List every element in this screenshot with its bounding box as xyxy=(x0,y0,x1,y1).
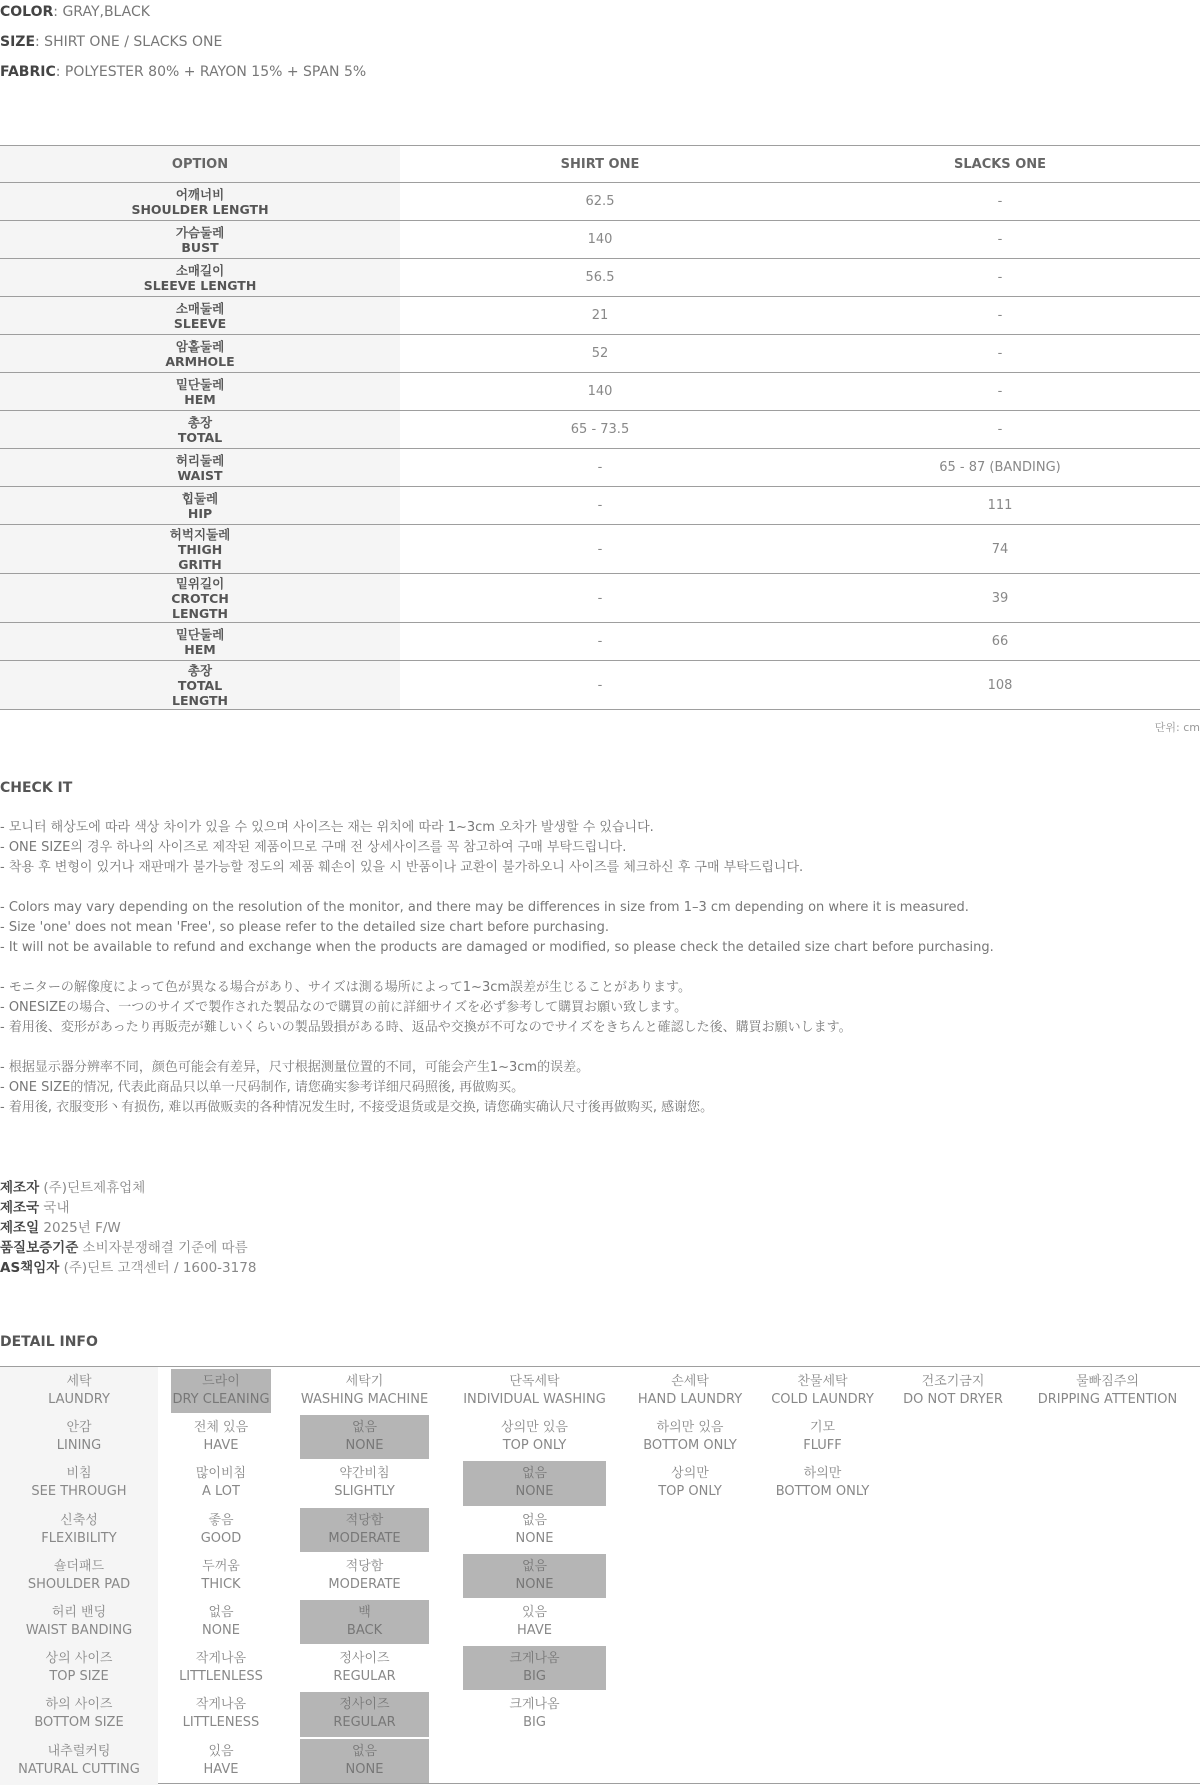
spec-value: : SHIRT ONE / SLACKS ONE xyxy=(35,34,223,50)
detail-option xyxy=(171,1554,271,1598)
detail-option-en: HAVE xyxy=(517,1623,552,1638)
measure-label-ko: 총장 xyxy=(187,662,213,678)
detail-option-en: NONE xyxy=(345,1761,384,1777)
detail-category-en: SHOULDER PAD xyxy=(27,1576,131,1592)
detail-option-ko: 단독세탁 xyxy=(509,1374,560,1389)
detail-option-en: NONE xyxy=(345,1438,384,1454)
detail-option xyxy=(171,1415,271,1459)
detail-option-ko: 적당함 xyxy=(345,1512,384,1528)
measure-label-en: SLEEVE xyxy=(173,315,227,331)
maker-info-row xyxy=(0,1218,256,1238)
detail-option-en: INDIVIDUAL WASHING xyxy=(463,1392,606,1407)
detail-option-en: BIG xyxy=(523,1715,546,1731)
detail-option-ko: 하의만 있음 xyxy=(656,1420,724,1436)
detail-option-selected xyxy=(300,1692,429,1736)
size-value-slacks: - xyxy=(800,335,1200,373)
detail-option xyxy=(171,1692,271,1736)
size-table-row xyxy=(0,221,1200,259)
maker-info-value: (주)딘트제휴업체 xyxy=(39,1180,146,1196)
measure-label-en: BUST xyxy=(181,239,219,255)
detail-option-en: MODERATE xyxy=(328,1530,401,1546)
detail-category-en: LAUNDRY xyxy=(48,1392,110,1407)
detail-category xyxy=(0,1459,158,1505)
measure-label-en: TOTAL xyxy=(177,429,223,445)
size-table-row xyxy=(0,525,1200,574)
size-value-slacks: 111 xyxy=(800,487,1200,525)
detail-option-en: DRIPPING ATTENTION xyxy=(1037,1392,1178,1407)
measure-label-ko: 밑위길이 xyxy=(175,575,225,591)
detail-option-ko: 세탁기 xyxy=(345,1374,384,1389)
detail-category-ko: 하의 사이즈 xyxy=(45,1697,113,1713)
detail-option-selected xyxy=(463,1554,606,1598)
detail-category-en: FLEXIBILITY xyxy=(41,1530,117,1546)
detail-category xyxy=(0,1367,158,1413)
size-value-shirt: 62.5 xyxy=(400,183,800,221)
size-measure-label xyxy=(0,221,400,259)
detail-category-en: LINING xyxy=(56,1438,102,1454)
size-value-shirt: - xyxy=(400,661,800,710)
detail-category xyxy=(0,1690,158,1736)
size-table-row xyxy=(0,373,1200,411)
detail-option-ko: 물빠짐주의 xyxy=(1076,1374,1139,1389)
detail-option xyxy=(300,1461,429,1505)
measure-label-en: HEM xyxy=(184,391,216,407)
size-measure-label xyxy=(0,574,400,623)
size-value-slacks: 65 - 87 (BANDING) xyxy=(800,449,1200,487)
check-note-line: - 根据显示器分辨率不同，颜色可能会有差异，尺寸根据测量位置的不同，可能会产生1~3cm的误差。 xyxy=(0,1060,590,1075)
size-table-row xyxy=(0,335,1200,373)
detail-option-en: NONE xyxy=(515,1530,554,1546)
size-table-row xyxy=(0,259,1200,297)
size-value-slacks: 74 xyxy=(800,525,1200,574)
check-note-line: - 모니터 해상도에 따라 색상 차이가 있을 수 있으며 사이즈는 재는 위치에 따라 1~3cm 오차가 발생할 수 있습니다. xyxy=(0,820,654,835)
detail-option-ko: 상의만 있음 xyxy=(501,1420,568,1436)
detail-option-ko: 전체 있음 xyxy=(193,1420,249,1436)
detail-option xyxy=(300,1646,429,1690)
size-measure-label xyxy=(0,661,400,710)
spec-label: FABRIC xyxy=(0,64,56,80)
measure-label-ko: 허벅지둘레 xyxy=(169,526,231,542)
detail-option-selected xyxy=(300,1600,429,1644)
detail-category-ko: 숄더패드 xyxy=(53,1558,105,1574)
size-table xyxy=(0,145,1200,710)
measure-label-ko: 가슴둘레 xyxy=(175,224,225,240)
maker-info-label: 제조국 xyxy=(0,1200,40,1216)
size-table-header xyxy=(0,146,1200,183)
size-value-shirt: - xyxy=(400,525,800,574)
size-table-row xyxy=(0,623,1200,661)
maker-info-label: 제조일 xyxy=(0,1220,40,1236)
check-note-line: - 着用後, 衣服变形丶有损伤, 难以再做贩卖的各种情况发生时, 不接受退货或是交换, 请您确实确认尺寸後再做购买, 感谢您。 xyxy=(0,1100,714,1115)
detail-option xyxy=(630,1461,750,1505)
detail-option-ko: 손세탁 xyxy=(671,1374,709,1389)
detail-option-en: BOTTOM ONLY xyxy=(643,1438,737,1454)
maker-info-label: AS책임자 xyxy=(0,1260,60,1276)
size-measure-label xyxy=(0,259,400,297)
detail-option-ko: 있음 xyxy=(521,1605,548,1620)
header-option: OPTION xyxy=(0,146,400,183)
detail-option-ko: 많이비침 xyxy=(195,1466,247,1482)
spec-size xyxy=(0,34,222,50)
detail-option-en: NONE xyxy=(515,1484,554,1500)
detail-option xyxy=(171,1508,271,1552)
size-measure-label xyxy=(0,373,400,411)
detail-option-en: GOOD xyxy=(200,1530,242,1546)
detail-option-en: COLD LAUNDRY xyxy=(771,1392,874,1407)
measure-label-ko: 암홀둘레 xyxy=(175,338,225,354)
detail-option xyxy=(463,1415,606,1459)
check-note-line: - ONESIZEの場合、一つのサイズで製作された製品なので購買の前に詳細サイズを必ず参考して購買お願い致します。 xyxy=(0,1000,688,1015)
measure-label-en: LENGTH xyxy=(172,605,228,621)
detail-option-ko: 좋음 xyxy=(208,1512,234,1528)
detail-option-ko: 크게나옴 xyxy=(509,1651,560,1667)
detail-category-en: BOTTOM SIZE xyxy=(34,1715,124,1731)
size-value-shirt: 65 - 73.5 xyxy=(400,411,800,449)
detail-category-ko: 내추럴커팅 xyxy=(47,1743,111,1759)
detail-option-en: TOP ONLY xyxy=(658,1484,722,1500)
size-value-shirt: 21 xyxy=(400,297,800,335)
detail-option-en: A LOT xyxy=(202,1484,240,1500)
spec-fabric xyxy=(0,64,366,80)
detail-option-en: MODERATE xyxy=(328,1576,401,1592)
measure-label-en: CROTCH xyxy=(171,590,229,606)
detail-option-en: TOP ONLY xyxy=(502,1438,567,1454)
detail-option-ko: 작게나옴 xyxy=(195,1651,247,1667)
size-value-slacks: - xyxy=(800,297,1200,335)
detail-category-ko: 상의 사이즈 xyxy=(45,1651,113,1667)
size-value-slacks: 66 xyxy=(800,623,1200,661)
detail-option-en: FLUFF xyxy=(803,1438,842,1454)
maker-info-label: 제조자 xyxy=(0,1180,40,1196)
detail-option-ko: 찬물세탁 xyxy=(797,1374,848,1389)
size-value-shirt: 140 xyxy=(400,373,800,411)
detail-option-en: WASHING MACHINE xyxy=(300,1392,429,1407)
measure-label-en: ARMHOLE xyxy=(165,353,235,369)
maker-info-row xyxy=(0,1238,256,1258)
measure-label-ko: 소매둘레 xyxy=(175,300,225,316)
detail-option-en: DO NOT DRYER xyxy=(903,1392,1003,1407)
detail-option-ko: 하의만 xyxy=(803,1466,842,1482)
detail-option-ko: 작게나옴 xyxy=(195,1697,247,1713)
size-value-shirt: - xyxy=(400,623,800,661)
check-note-line: - ONE SIZE의 경우 하나의 사이즈로 제작된 제품이므로 구매 전 상세사이즈를 꼭 참고하여 구매 부탁드립니다. xyxy=(0,840,627,855)
check-note-line: - Size 'one' does not mean 'Free', so please refer to the detailed size chart before purchasing. xyxy=(0,920,610,935)
spec-label: COLOR xyxy=(0,4,54,20)
detail-option-selected xyxy=(463,1646,606,1690)
detail-option-en: NONE xyxy=(202,1623,240,1638)
detail-option-ko: 크게나옴 xyxy=(509,1697,560,1713)
detail-option-en: REGULAR xyxy=(333,1715,396,1731)
detail-category-en: NATURAL CUTTING xyxy=(18,1761,140,1777)
size-value-shirt: 56.5 xyxy=(400,259,800,297)
check-it-notes xyxy=(0,818,1200,1118)
maker-info-label: 품질보증기준 xyxy=(0,1240,79,1256)
detail-option-ko: 없음 xyxy=(208,1605,234,1620)
maker-info-value: 국내 xyxy=(39,1200,70,1216)
detail-category-en: SEE THROUGH xyxy=(31,1484,127,1500)
detail-category-ko: 신축성 xyxy=(60,1512,98,1528)
detail-option xyxy=(890,1369,1016,1413)
size-table-row xyxy=(0,297,1200,335)
measure-label-en: SHOULDER LENGTH xyxy=(131,201,269,217)
detail-option-ko: 두꺼움 xyxy=(202,1558,240,1574)
size-table-row xyxy=(0,183,1200,221)
check-note-line: - ONE SIZE的情况, 代表此商品只以单一尺码制作, 请您确实参考详细尺码照後, 再做购买。 xyxy=(0,1080,525,1095)
maker-info-row xyxy=(0,1178,256,1198)
check-note-line: - 착용 후 변형이 있거나 재판매가 불가능할 정도의 제품 훼손이 있을 시 반품이나 교환이 불가하오니 사이즈를 체크하신 후 구매 부탁드립니다. xyxy=(0,860,804,875)
detail-option-en: BOTTOM ONLY xyxy=(775,1484,870,1500)
size-value-slacks: - xyxy=(800,411,1200,449)
size-value-slacks: - xyxy=(800,221,1200,259)
size-value-slacks: 108 xyxy=(800,661,1200,710)
detail-option xyxy=(300,1554,429,1598)
detail-option-ko: 드라이 xyxy=(202,1374,240,1389)
measure-label-ko: 밑단둘레 xyxy=(175,626,225,642)
detail-option-en: LITTLENLESS xyxy=(179,1669,263,1685)
size-measure-label xyxy=(0,449,400,487)
size-table-row xyxy=(0,487,1200,525)
detail-option xyxy=(760,1369,885,1413)
detail-option-en: THICK xyxy=(201,1576,241,1592)
maker-info-row xyxy=(0,1198,256,1218)
maker-info-value: 소비자분쟁해결 기준에 따름 xyxy=(78,1240,248,1256)
measure-label-ko: 밑단둘레 xyxy=(175,376,225,392)
detail-option-ko: 상의만 xyxy=(671,1466,709,1482)
size-value-shirt: - xyxy=(400,487,800,525)
detail-option xyxy=(463,1692,606,1736)
detail-option-ko: 기모 xyxy=(809,1420,836,1436)
check-note-line: - 着用後、変形があったり再販売が難しいくらいの製品毀損がある時、返品や交換が不可なのでサイズをきちんと確認した後、購買お願いします。 xyxy=(0,1020,852,1035)
size-table-row xyxy=(0,411,1200,449)
detail-option-ko: 없음 xyxy=(521,1558,548,1574)
detail-category xyxy=(0,1598,158,1644)
detail-option-selected xyxy=(171,1369,271,1413)
detail-option xyxy=(171,1461,271,1505)
measure-label-en: HIP xyxy=(187,505,213,521)
detail-category-ko: 비침 xyxy=(66,1466,92,1482)
detail-option-en: DRY CLEANING xyxy=(172,1392,270,1407)
header-shirt: SHIRT ONE xyxy=(400,146,800,183)
measure-label-en: LENGTH xyxy=(172,692,228,708)
detail-option-ko: 있음 xyxy=(208,1743,234,1759)
detail-option-ko: 없음 xyxy=(521,1512,548,1528)
detail-option-en: BIG xyxy=(523,1669,546,1685)
size-measure-label xyxy=(0,525,400,574)
detail-category xyxy=(0,1644,158,1690)
detail-option-ko: 없음 xyxy=(521,1466,548,1482)
size-measure-label xyxy=(0,297,400,335)
detail-option xyxy=(760,1415,885,1459)
measure-label-en: SLEEVE LENGTH xyxy=(143,277,257,293)
measure-label-en: HEM xyxy=(184,641,216,657)
spec-color xyxy=(0,4,150,20)
measure-label-en: WAIST xyxy=(177,467,223,483)
detail-option-ko: 정사이즈 xyxy=(339,1697,390,1713)
detail-option-selected xyxy=(300,1508,429,1552)
size-table-row xyxy=(0,449,1200,487)
maker-info-row xyxy=(0,1258,256,1278)
measure-label-en: THIGH xyxy=(177,541,223,557)
detail-option-ko: 건조기금지 xyxy=(921,1374,985,1389)
size-measure-label xyxy=(0,411,400,449)
detail-option xyxy=(463,1369,606,1413)
size-value-shirt: 52 xyxy=(400,335,800,373)
size-measure-label xyxy=(0,487,400,525)
spec-value: : GRAY,BLACK xyxy=(53,4,150,20)
measure-label-ko: 소매길이 xyxy=(175,262,225,278)
unit-label: 단위: cm xyxy=(1154,721,1200,734)
size-measure-label xyxy=(0,335,400,373)
detail-option xyxy=(1030,1369,1185,1413)
detail-option xyxy=(463,1600,606,1644)
detail-option xyxy=(171,1739,271,1783)
measure-label-ko: 총장 xyxy=(187,414,213,430)
size-value-shirt: - xyxy=(400,574,800,623)
detail-option-ko: 정사이즈 xyxy=(339,1651,390,1667)
detail-category-ko: 허리 밴딩 xyxy=(51,1605,107,1620)
detail-option xyxy=(463,1508,606,1552)
detail-info-table xyxy=(0,1366,1200,1784)
check-note-line: - モニターの解像度によって色が異なる場合があり、サイズは測る場所によって1~3cm誤差が生じることがあります。 xyxy=(0,980,691,995)
detail-option-en: LITTLENESS xyxy=(182,1715,260,1731)
detail-option-ko: 없음 xyxy=(351,1420,378,1436)
detail-option-en: REGULAR xyxy=(333,1669,396,1685)
size-measure-label xyxy=(0,183,400,221)
measure-label-ko: 힙둘레 xyxy=(181,490,219,506)
detail-category xyxy=(0,1413,158,1459)
spec-label: SIZE xyxy=(0,34,36,50)
size-value-slacks: - xyxy=(800,259,1200,297)
check-note-line: - It will not be available to refund and exchange when the products are damaged or modified, so please check the detailed size chart before purchasing. xyxy=(0,940,994,955)
maker-info-value: 2025년 F/W xyxy=(39,1220,121,1236)
detail-option xyxy=(171,1646,271,1690)
detail-category xyxy=(0,1506,158,1552)
detail-option xyxy=(630,1369,750,1413)
spec-value: : POLYESTER 80% + RAYON 15% + SPAN 5% xyxy=(55,64,367,80)
measure-label-ko: 허리둘레 xyxy=(175,452,225,468)
size-value-shirt: - xyxy=(400,449,800,487)
note-gap xyxy=(0,958,1200,978)
measure-label-en: TOTAL xyxy=(177,677,223,693)
note-gap xyxy=(0,1038,1200,1058)
detail-option xyxy=(171,1600,271,1644)
detail-option-ko: 없음 xyxy=(351,1743,378,1759)
check-note-line: - Colors may vary depending on the resolution of the monitor, and there may be differences in size from 1–3 cm depending on where it is measured. xyxy=(0,900,969,915)
detail-option-selected xyxy=(300,1739,429,1783)
size-value-shirt: 140 xyxy=(400,221,800,259)
note-gap xyxy=(0,878,1200,898)
size-measure-label xyxy=(0,623,400,661)
detail-option-en: NONE xyxy=(515,1576,554,1592)
detail-category xyxy=(0,1737,158,1785)
detail-info-title: DETAIL INFO xyxy=(0,1334,98,1350)
size-table-row xyxy=(0,661,1200,710)
detail-option-ko: 적당함 xyxy=(345,1558,384,1574)
detail-option-ko: 백 xyxy=(358,1605,371,1620)
maker-info xyxy=(0,1178,256,1278)
detail-option-en: SLIGHTLY xyxy=(334,1484,395,1500)
measure-label-en: GRITH xyxy=(178,556,222,572)
detail-option xyxy=(630,1415,750,1459)
detail-category-ko: 세탁 xyxy=(66,1374,92,1389)
detail-option-en: BACK xyxy=(346,1623,383,1638)
detail-category xyxy=(0,1552,158,1598)
detail-category-ko: 안감 xyxy=(66,1420,92,1436)
detail-option-en: HAND LAUNDRY xyxy=(637,1392,743,1407)
header-slacks: SLACKS ONE xyxy=(800,146,1200,183)
size-table-row xyxy=(0,574,1200,623)
check-it-title: CHECK IT xyxy=(0,780,73,796)
detail-option-en: HAVE xyxy=(203,1761,239,1777)
detail-category-en: WAIST BANDING xyxy=(25,1623,133,1638)
size-value-slacks: - xyxy=(800,373,1200,411)
detail-option-selected xyxy=(300,1415,429,1459)
maker-info-value: (주)딘트 고객센터 / 1600-3178 xyxy=(59,1260,257,1276)
detail-option-en: HAVE xyxy=(203,1438,239,1454)
detail-option-selected xyxy=(463,1461,606,1505)
size-value-slacks: - xyxy=(800,183,1200,221)
detail-option xyxy=(300,1369,429,1413)
detail-option xyxy=(760,1461,885,1505)
detail-category-en: TOP SIZE xyxy=(49,1669,109,1685)
size-value-slacks: 39 xyxy=(800,574,1200,623)
detail-option-ko: 약간비침 xyxy=(339,1466,390,1482)
measure-label-ko: 어깨너비 xyxy=(175,186,225,202)
